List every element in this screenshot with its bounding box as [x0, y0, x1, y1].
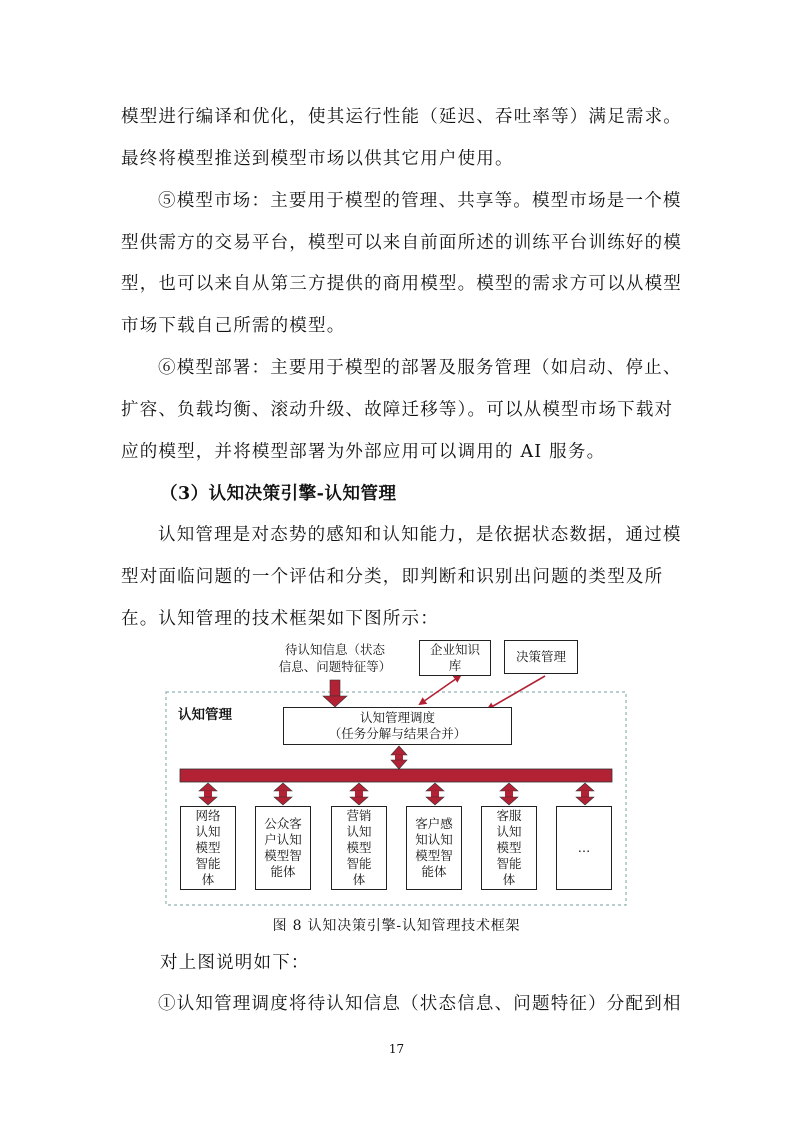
agent-public-customer: 公众客 户认知 模型智 能体: [255, 806, 311, 890]
paragraph-line: 型对面临问题的一个评估和分类，即判断和识别出问题的类型及所: [121, 567, 664, 587]
paragraph-line: 对上图说明如下：: [160, 953, 310, 973]
paragraph-line: 应的模型，并将模型部署为外部应用可以调用的 AI 服务。: [121, 442, 606, 462]
agent-marketing: 营销 认知 模型 智能 体: [331, 806, 387, 890]
agent-customer-perception: 客户感 知认知 模型智 能体: [406, 806, 462, 890]
figure-caption: 图 8 认知决策引擎-认知管理技术框架: [272, 918, 521, 934]
agent-network: 网络 认知 模型 智能 体: [180, 806, 236, 890]
paragraph-line: 在。认知管理的技术框架如下图所示：: [121, 609, 439, 629]
agent-customer-service: 客服 认知 模型 智能 体: [481, 806, 537, 890]
paragraph-line: ⑥模型部署：主要用于模型的部署及服务管理（如启动、停止、: [158, 358, 682, 378]
paragraph-line: 型供需方的交易平台，模型可以来自前面所述的训练平台训练好的模: [121, 233, 682, 253]
paragraph-line: 扩容、负载均衡、滚动升级、故障迁移等）。可以从模型市场下载对: [121, 400, 674, 420]
paragraph-line: 型，也可以来自从第三方提供的商用模型。模型的需求方可以从模型: [121, 274, 682, 294]
agent-arrows: [199, 783, 594, 805]
knowledge-base-box: 企业知识 库: [419, 640, 491, 676]
paragraph-line: 市场下载自己所需的模型。: [121, 316, 346, 336]
input-label: 待认知信息（状态 信息、问题特征等）: [278, 642, 392, 674]
agent-more: …: [556, 806, 612, 890]
paragraph-line: 最终将模型推送到模型市场以供其它用户使用。: [121, 149, 514, 169]
bus-bar: [180, 769, 612, 782]
scheduler-bus-arrow: [391, 746, 407, 769]
decision-management-box: 决策管理: [504, 640, 578, 674]
page-number: 17: [388, 1042, 405, 1056]
container-label: 认知管理: [178, 707, 232, 723]
paragraph-line: ①认知管理调度将待认知信息（状态信息、问题特征）分配到相: [158, 994, 682, 1014]
paragraph-line: ⑤模型市场：主要用于模型的管理、共享等。模型市场是一个模: [158, 191, 682, 211]
paragraph-line: 认知管理是对态势的感知和认知能力，是依据状态数据，通过模: [158, 525, 682, 545]
paragraph-line: 模型进行编译和优化，使其运行性能（延迟、吞吐率等）满足需求。: [121, 107, 682, 127]
kb-connector: [420, 676, 460, 704]
input-arrow: [323, 680, 347, 707]
scheduler-box: 认知管理调度 （任务分解与结果合并）: [283, 707, 512, 745]
section-heading: （3）认知决策引擎-认知管理: [160, 484, 397, 504]
